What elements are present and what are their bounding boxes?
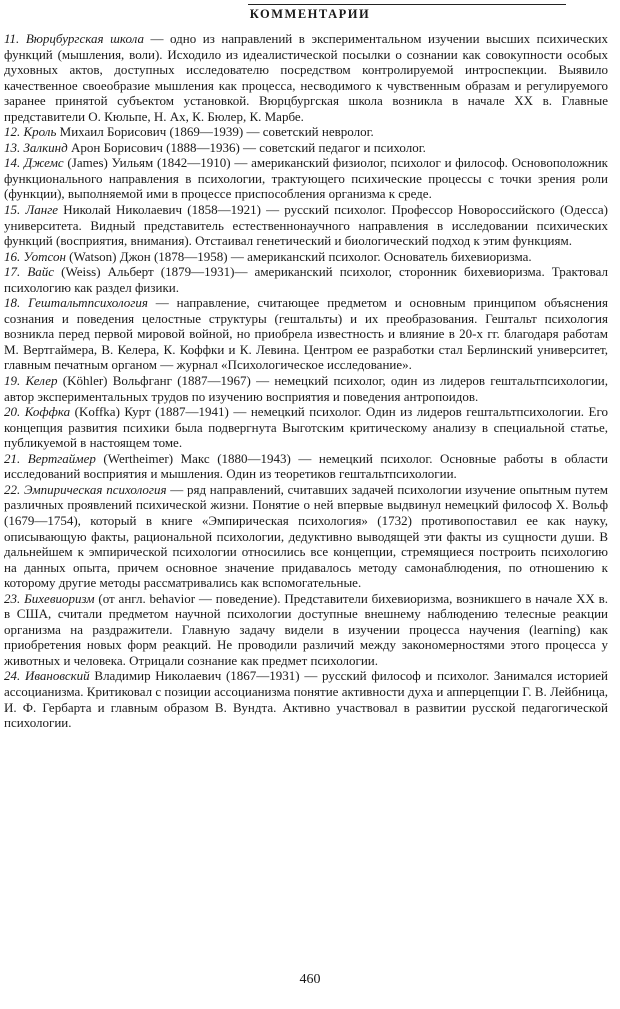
comment-entry-20 bbox=[4, 404, 608, 451]
header-rule bbox=[248, 4, 566, 5]
entry-term: Кроль bbox=[23, 124, 57, 140]
entry-term: Бихевиоризм bbox=[24, 590, 95, 606]
entry-text: (Köhler) Вольфганг (1887—1967) — немецкий психолог, один из лидеров гештальтпсихологии, автор экспериментальных трудов по изучению восприятия и поведения антропоидов. bbox=[4, 373, 608, 404]
entry-term: Вюрцбургская школа bbox=[25, 31, 144, 46]
entry-term: Уотсон bbox=[23, 248, 66, 264]
entry-number: 17. bbox=[4, 264, 21, 280]
entry-text: — направление, считающее предметом и основным принципом объяснения сознания и поведения целостные структуры (гештальты) и их преобразования. Гештальт психология возникла перед первой мировой войной, но приобрела известность и влияние в 20-х гг. благодаря работам М. Вертгаймера, В. Келера, К. Коффки и К. Левина. Центром ее разработки стал Берлинский университет, главным печатным органом — журнал «Психологическое исследование». bbox=[4, 295, 608, 373]
entry-number: 12. bbox=[4, 124, 21, 140]
comment-entry-23 bbox=[4, 591, 608, 669]
entry-term: Залкинд bbox=[23, 139, 68, 155]
entry-number: 23. bbox=[4, 590, 21, 606]
entry-number: 20. bbox=[4, 404, 21, 420]
entry-number: 18. bbox=[4, 295, 21, 311]
entry-text: (от англ. behavior — поведение). Представители бихевиоризма, возникшего в начале XX в. в США, считали предметом научной психологии доступные внешнему наблюдению телесные реакции организма на раздражители. Главную задачу видели в изучении процесса научения (learning) как приобретения новых форм реакций. Не проводили различий между закономерностями этого процесса у животных и человека. Отрицали сознание как предмет психологии. bbox=[4, 590, 609, 668]
comment-entry-18 bbox=[4, 295, 608, 373]
entry-term: Келер bbox=[25, 373, 58, 389]
comment-entry-16 bbox=[4, 249, 608, 265]
entry-text: Арон Борисович (1888—1936) — советский педагог и психолог. bbox=[67, 139, 426, 155]
comment-entry-24 bbox=[4, 668, 608, 730]
entry-text: (Weiss) Альберт (1879—1931)— американский психолог, сторонник бихевиоризма. Трактовал психологию как раздел физики. bbox=[4, 264, 609, 295]
entry-term: Ланге bbox=[25, 202, 59, 218]
entry-number: 21. bbox=[4, 450, 21, 466]
entry-text: — ряд направлений, считавших задачей психологии изучение опытным путем различных проявлений психической жизни. Понятие о ней впервые выдвинул немецкий философ Х. Вольф (1679—1754), который в книге «Эмпирическая психология» (1732) противопоставил ее как науку, описывающую факты, рациональной психологии, дедуктивно выводящей эти факты из сущности души. В дальнейшем к эмпирической психологии относились все концепции, стремящиеся построить психологию на данных опыта, причем основное значение придавалось методу самонаблюдения, по отношению к которому другие методы рассматривались как вспомогательные. bbox=[4, 481, 609, 591]
entry-number: 24. bbox=[4, 668, 21, 684]
entry-text: (James) Уильям (1842—1910) — американский физиолог, психолог и философ. Основоположник функционального направления в психологии, трактующего психические процессы с точки зрения роли (функции), выполняемой ими в процессе приспособления организма к среде. bbox=[4, 155, 608, 202]
comment-entry-15 bbox=[4, 202, 608, 249]
section-header: КОММЕНТАРИИ bbox=[249, 7, 371, 21]
comment-entry-12 bbox=[4, 124, 608, 140]
entry-number: 19. bbox=[4, 373, 21, 389]
entry-term: Вайс bbox=[27, 264, 55, 280]
page-number: 460 bbox=[299, 972, 321, 987]
comments-body bbox=[4, 31, 608, 731]
comment-entry-13 bbox=[4, 140, 608, 156]
entry-text: — одно из направлений в экспериментальном изучении высших психических функций (мышления, воли). Исходило из идеалистической посылки о сознании как совокупности особых духовных актов, доступных исследователю посредством контролируемой интроспекции. Выявило качественное своеобразие мышления как процесса, несводимого к чувственным образам и регулируемого заранее принятой субъектом установкой. Вюрцбургская школа возникла в начале XX в. Главные представители О. Кюльпе, Н. Ах, К. Бюлер, К. Марбе. bbox=[4, 31, 608, 124]
entry-text: Николай Николаевич (1858—1921) — русский психолог. Профессор Новороссийского (Одесса) университета. Видный представитель естественнонаучного направления в исследовании психических функций (восприятия, внимания). Отстаивал генетический и биологический подход к этим функциям. bbox=[4, 202, 609, 249]
entry-term: Коффка bbox=[24, 404, 71, 420]
comment-entry-19 bbox=[4, 373, 608, 404]
entry-term: Гештальтпсихология bbox=[28, 295, 148, 311]
entry-term: Эмпирическая психология bbox=[23, 481, 167, 497]
entry-number: 13. bbox=[4, 139, 21, 155]
entry-number: 14. bbox=[4, 155, 21, 171]
entry-number: 16. bbox=[4, 248, 21, 264]
entry-term: Джемс bbox=[23, 155, 64, 171]
comment-entry-17 bbox=[4, 264, 608, 295]
entry-text: (Watson) Джон (1878—1958) — американский психолог. Основатель бихевиоризма. bbox=[65, 248, 532, 264]
entry-term: Ивановский bbox=[24, 668, 90, 684]
entry-number: 11. bbox=[4, 31, 20, 46]
entry-number: 22. bbox=[4, 481, 21, 497]
comment-entry-11 bbox=[4, 31, 608, 124]
entry-text: Михаил Борисович (1869—1939) — советский невролог. bbox=[56, 124, 374, 140]
entry-number: 15. bbox=[4, 202, 21, 218]
entry-term: Вертгаймер bbox=[27, 450, 96, 466]
comment-entry-14 bbox=[4, 155, 608, 202]
comment-entry-22 bbox=[4, 482, 608, 591]
entry-text: Владимир Николаевич (1867—1931) — русский философ и психолог. Занимался историей ассоцианизма. Критиковал с позиции ассоцианизма понятие активности духа и апперцепции Г. В. Лейбница, И. Ф. Гербарта и главным образом В. Вундта. Активно участвовал в развитии русской педагогической психологии. bbox=[4, 668, 609, 731]
entry-text: (Wertheimer) Макс (1880—1943) — немецкий психолог. Основные работы в области исследований восприятия и мышления. Один из теоретиков гештальтпсихологии. bbox=[4, 450, 608, 482]
entry-text: (Koffka) Курт (1887—1941) — немецкий психолог. Один из лидеров гештальтпсихологии. Его концепция развития психики была подвергнута Выготским критическому анализу в специальной статье, публикуемой в настоящем томе. bbox=[4, 404, 609, 451]
comment-entry-21 bbox=[4, 451, 608, 482]
